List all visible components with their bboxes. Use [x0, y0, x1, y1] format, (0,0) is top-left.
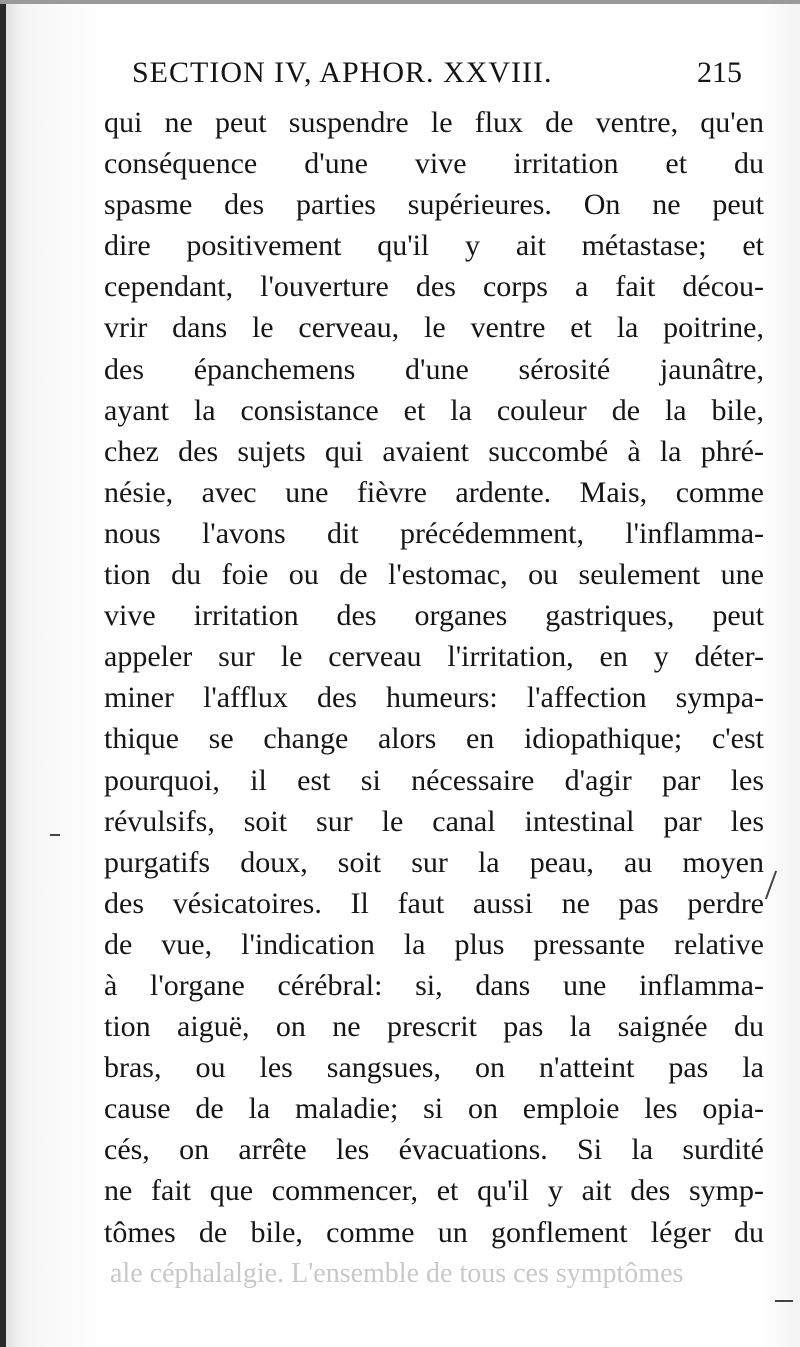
- text-line: vive irritation des organes gastriques, peut: [104, 599, 764, 633]
- text-line: tion du foie ou de l'estomac, ou seulement une: [104, 558, 764, 592]
- running-header: [132, 56, 742, 96]
- page-number: 215: [697, 56, 742, 89]
- running-title: SECTION IV, APHOR. XXVIII.: [132, 56, 553, 89]
- text-line: de vue, l'indication la plus pressante relative: [104, 927, 764, 961]
- text-line: qui ne peut suspendre le flux de ventre, qu'en: [104, 106, 764, 139]
- text-line: purgatifs doux, soit sur la peau, au moyen: [104, 845, 764, 879]
- text-line: cause de la maladie; si on emploie les opia-: [104, 1092, 764, 1126]
- text-line: des vésicatoires. Il faut aussi ne pas perdre: [104, 886, 764, 920]
- text-line: ne fait que commencer, et qu'il y ait des symp-: [104, 1174, 764, 1208]
- margin-mark: [775, 1300, 793, 1302]
- text-line: ayant la consistance et la couleur de la bile,: [104, 393, 764, 427]
- text-line: pourquoi, il est si nécessaire d'agir par les: [104, 763, 764, 797]
- body-text: [104, 102, 764, 1253]
- text-line: des épanchemens d'une sérosité jaunâtre,: [104, 352, 764, 386]
- margin-mark: [50, 834, 60, 836]
- text-line: nous l'avons dit précédemment, l'inflamma-: [104, 516, 764, 550]
- text-line: nésie, avec une fièvre ardente. Mais, comme: [104, 475, 764, 509]
- text-line: révulsifs, soit sur le canal intestinal par les: [104, 804, 764, 838]
- text-line: spasme des parties supérieures. On ne peut: [104, 188, 764, 222]
- text-line: tômes de bile, comme un gonflement léger du: [104, 1215, 764, 1249]
- bleed-through-text: ale céphalalgie. L'ensemble de tous ces symptômes: [110, 1258, 684, 1289]
- page-top-edge: [0, 0, 800, 4]
- text-line: tion aiguë, on ne prescrit pas la saignée du: [104, 1010, 764, 1044]
- text-line: vrir dans le cerveau, le ventre et la poitrine,: [104, 311, 764, 345]
- text-line: appeler sur le cerveau l'irritation, en y déter-: [104, 640, 764, 674]
- text-line: thique se change alors en idiopathique; c'est: [104, 722, 764, 756]
- text-line: à l'organe cérébral: si, dans une inflamma-: [104, 968, 764, 1002]
- margin-mark: [765, 871, 777, 900]
- text-line: bras, ou les sangsues, on n'atteint pas la: [104, 1051, 764, 1085]
- page-binding-edge: [0, 0, 6, 1347]
- text-line: dire positivement qu'il y ait métastase; et: [104, 229, 764, 263]
- text-line: chez des sujets qui avaient succombé à la phré-: [104, 434, 764, 468]
- text-line: miner l'afflux des humeurs: l'affection sympa-: [104, 681, 764, 715]
- text-line: conséquence d'une vive irritation et du: [104, 147, 764, 181]
- text-line: cés, on arrête les évacuations. Si la surdité: [104, 1133, 764, 1167]
- text-line: cependant, l'ouverture des corps a fait décou-: [104, 270, 764, 304]
